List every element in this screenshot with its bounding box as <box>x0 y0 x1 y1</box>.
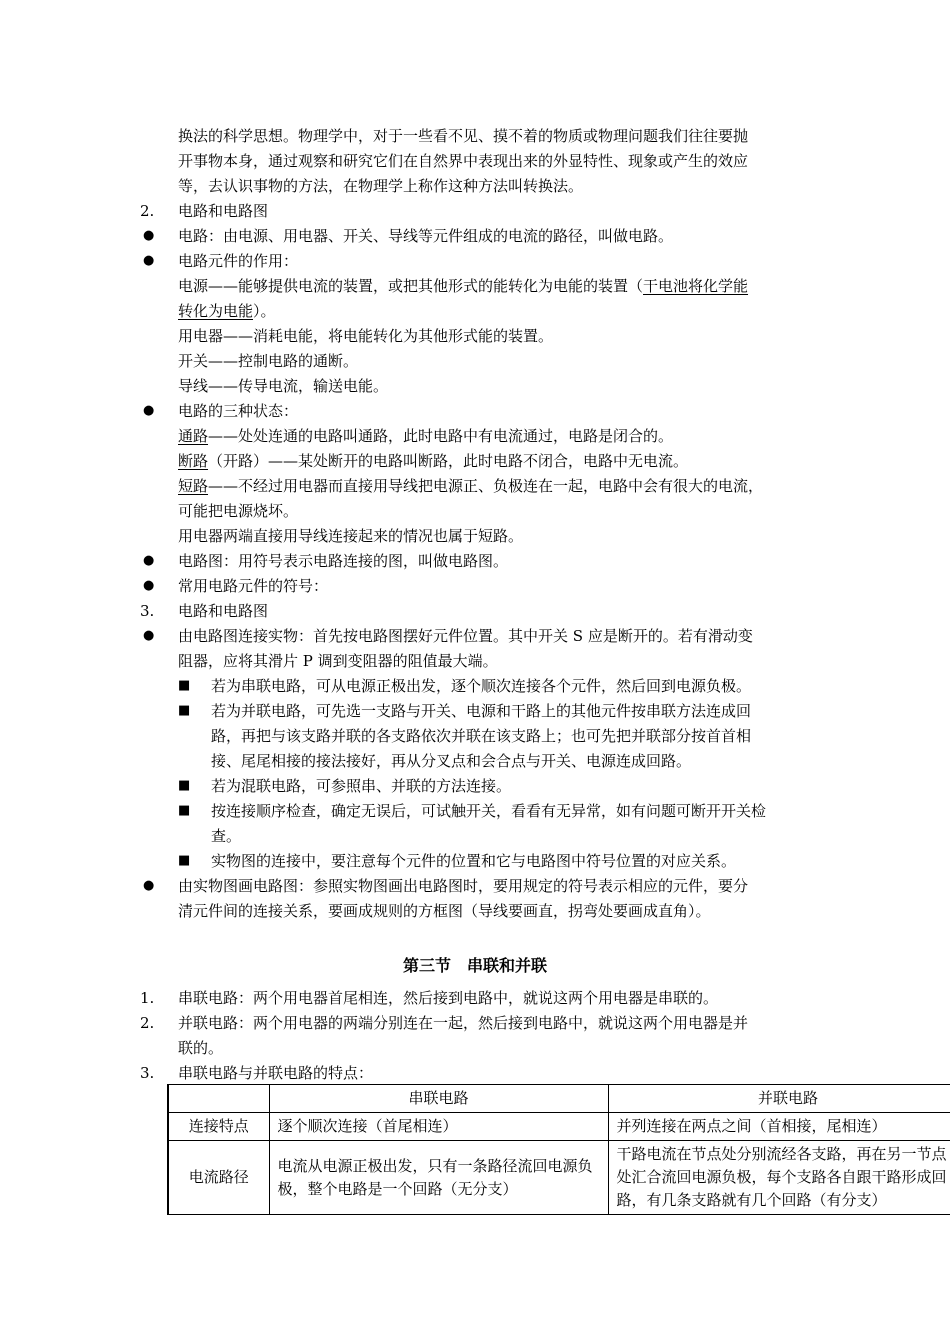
appliance-line: 用电器——消耗电能，将电能转化为其他形式能的装置。 <box>178 327 554 345</box>
bullet-icon: ● <box>143 628 155 643</box>
row-label: 电流路径 <box>168 1141 269 1215</box>
parallel-cell: 干路电流在节点处分别流经各支路，再在另一节点处汇合流回电源负极，每个支路各自跟干路形成回路，有几条支路就有几个回路（有分支） <box>608 1141 950 1215</box>
bullet-item: 由实物图画电路图：参照实物图画出电路图时，要用规定的符号表示相应的元件，要分 <box>178 877 749 895</box>
paragraph-line: 换法的科学思想。物理学中，对于一些看不见、摸不着的物质或物理问题我们往往要抛 <box>178 127 749 145</box>
sub-item: 若为混联电路，可参照串、并联的方法连接。 <box>211 777 512 795</box>
bullet-icon: ● <box>143 878 155 893</box>
bullet-icon: ● <box>143 578 155 593</box>
list-heading: 电路和电路图 <box>178 602 269 620</box>
square-bullet-icon: ■ <box>178 678 191 693</box>
table-row <box>168 1141 950 1215</box>
list-item: 并联电路：两个用电器的两端分别连在一起，然后接到电路中，就说这两个用电器是并 <box>178 1014 749 1032</box>
table-header-cell: 串联电路 <box>269 1085 608 1113</box>
closed-circuit-line <box>178 426 673 446</box>
short-definition: ——不经过用电器而直接用导线把电源正、负极连在一起，电路中会有很大的电流， <box>208 477 764 495</box>
power-source-line <box>178 276 748 296</box>
parallel-cell: 并列连接在两点之间（首相接，尾相连） <box>608 1113 950 1141</box>
bullet-icon: ● <box>143 403 155 418</box>
bullet-icon: ● <box>143 228 155 243</box>
sub-item: 若为并联电路，可先选一支路与开关、电源和干路上的其他元件按串联方法连成回 <box>211 702 752 720</box>
bullet-item: 电路的三种状态： <box>178 402 299 420</box>
underlined-example: 转化为电能 <box>178 302 254 320</box>
section-title: 第三节 串联和并联 <box>402 956 547 975</box>
table-row <box>168 1113 950 1141</box>
table-header-cell: 并联电路 <box>608 1085 950 1113</box>
list-number: 1. <box>140 989 155 1007</box>
square-bullet-icon: ■ <box>178 853 191 868</box>
closed-definition: ——处处连通的电路叫通路，此时电路中有电流通过，电路是闭合的。 <box>208 427 674 445</box>
comparison-table <box>167 1084 950 1215</box>
row-label: 连接特点 <box>168 1113 269 1141</box>
series-cell: 电流从电源正极出发，只有一条路径流回电源负极，整个电路是一个回路（无分支） <box>269 1141 608 1215</box>
list-number: 3. <box>140 602 155 620</box>
term-short: 短路 <box>178 477 209 495</box>
list-number: 2. <box>140 202 155 220</box>
square-bullet-icon: ■ <box>178 803 191 818</box>
list-item: 串联电路与并联电路的特点： <box>178 1064 374 1082</box>
sub-item: 实物图的连接中，要注意每个元件的位置和它与电路图中符号位置的对应关系。 <box>211 852 737 870</box>
power-source-line-cont <box>178 301 276 321</box>
list-item: 串联电路：两个用电器首尾相连，然后接到电路中，就说这两个用电器是串联的。 <box>178 989 719 1007</box>
term-closed: 通路 <box>178 427 209 445</box>
table-header-row <box>168 1085 950 1113</box>
sub-item-cont: 路，再把与该支路并联的各支路依次并联在该支路上；也可先把并联部分按首首相 <box>211 727 752 745</box>
series-cell: 逐个顺次连接（首尾相连） <box>269 1113 608 1141</box>
bullet-item: 电路图：用符号表示电路连接的图，叫做电路图。 <box>178 552 509 570</box>
term-open: 断路 <box>178 452 209 470</box>
wire-line: 导线——传导电流，输送电能。 <box>178 377 389 395</box>
paragraph-line: 用电器两端直接用导线连接起来的情况也属于短路。 <box>178 527 524 545</box>
bullet-item: 电路元件的作用： <box>178 252 299 270</box>
list-heading: 电路和电路图 <box>178 202 269 220</box>
bullet-icon: ● <box>143 553 155 568</box>
short-circuit-line <box>178 476 763 496</box>
underlined-example: 干电池将化学能 <box>643 277 749 295</box>
paragraph-line: 可能把电源烧坏。 <box>178 502 299 520</box>
list-number: 3. <box>140 1064 155 1082</box>
sub-item: 若为串联电路，可从电源正极出发，逐个顺次连接各个元件，然后回到电源负极。 <box>211 677 752 695</box>
bullet-icon: ● <box>143 253 155 268</box>
square-bullet-icon: ■ <box>178 778 191 793</box>
square-bullet-icon: ■ <box>178 703 191 718</box>
list-number: 2. <box>140 1014 155 1032</box>
power-source-text: 电源——能够提供电流的装置，或把其他形式的能转化为电能的装置（ <box>178 277 644 295</box>
table-header-cell <box>168 1085 269 1113</box>
open-definition: （开路）——某处断开的电路叫断路，此时电路不闭合，电路中无电流。 <box>208 452 689 470</box>
bullet-item-cont: 阻器，应将其滑片 P 调到变阻器的阻值最大端。 <box>178 652 498 670</box>
list-item-cont: 联的。 <box>178 1039 224 1057</box>
paragraph-line: 开事物本身，通过观察和研究它们在自然界中表现出来的外显特性、现象或产生的效应 <box>178 152 749 170</box>
power-source-close: ）。 <box>253 302 276 320</box>
sub-item-cont: 查。 <box>211 827 242 845</box>
switch-line: 开关——控制电路的通断。 <box>178 352 359 370</box>
bullet-item-cont: 清元件间的连接关系，要画成规则的方框图（导线要画直，拐弯处要画成直角）。 <box>178 902 711 920</box>
bullet-item: 常用电路元件的符号： <box>178 577 329 595</box>
paragraph-line: 等，去认识事物的方法，在物理学上称作这种方法叫转换法。 <box>178 177 584 195</box>
bullet-item: 电路：由电源、用电器、开关、导线等元件组成的电流的路径，叫做电路。 <box>178 227 674 245</box>
sub-item: 按连接顺序检查，确定无误后，可试触开关，看看有无异常，如有问题可断开开关检 <box>211 802 767 820</box>
bullet-item: 由电路图连接实物：首先按电路图摆好元件位置。其中开关 S 应是断开的。若有滑动变 <box>178 627 753 645</box>
open-circuit-line <box>178 451 688 471</box>
sub-item-cont: 接、尾尾相接的接法接好，再从分叉点和会合点与开关、电源连成回路。 <box>211 752 692 770</box>
